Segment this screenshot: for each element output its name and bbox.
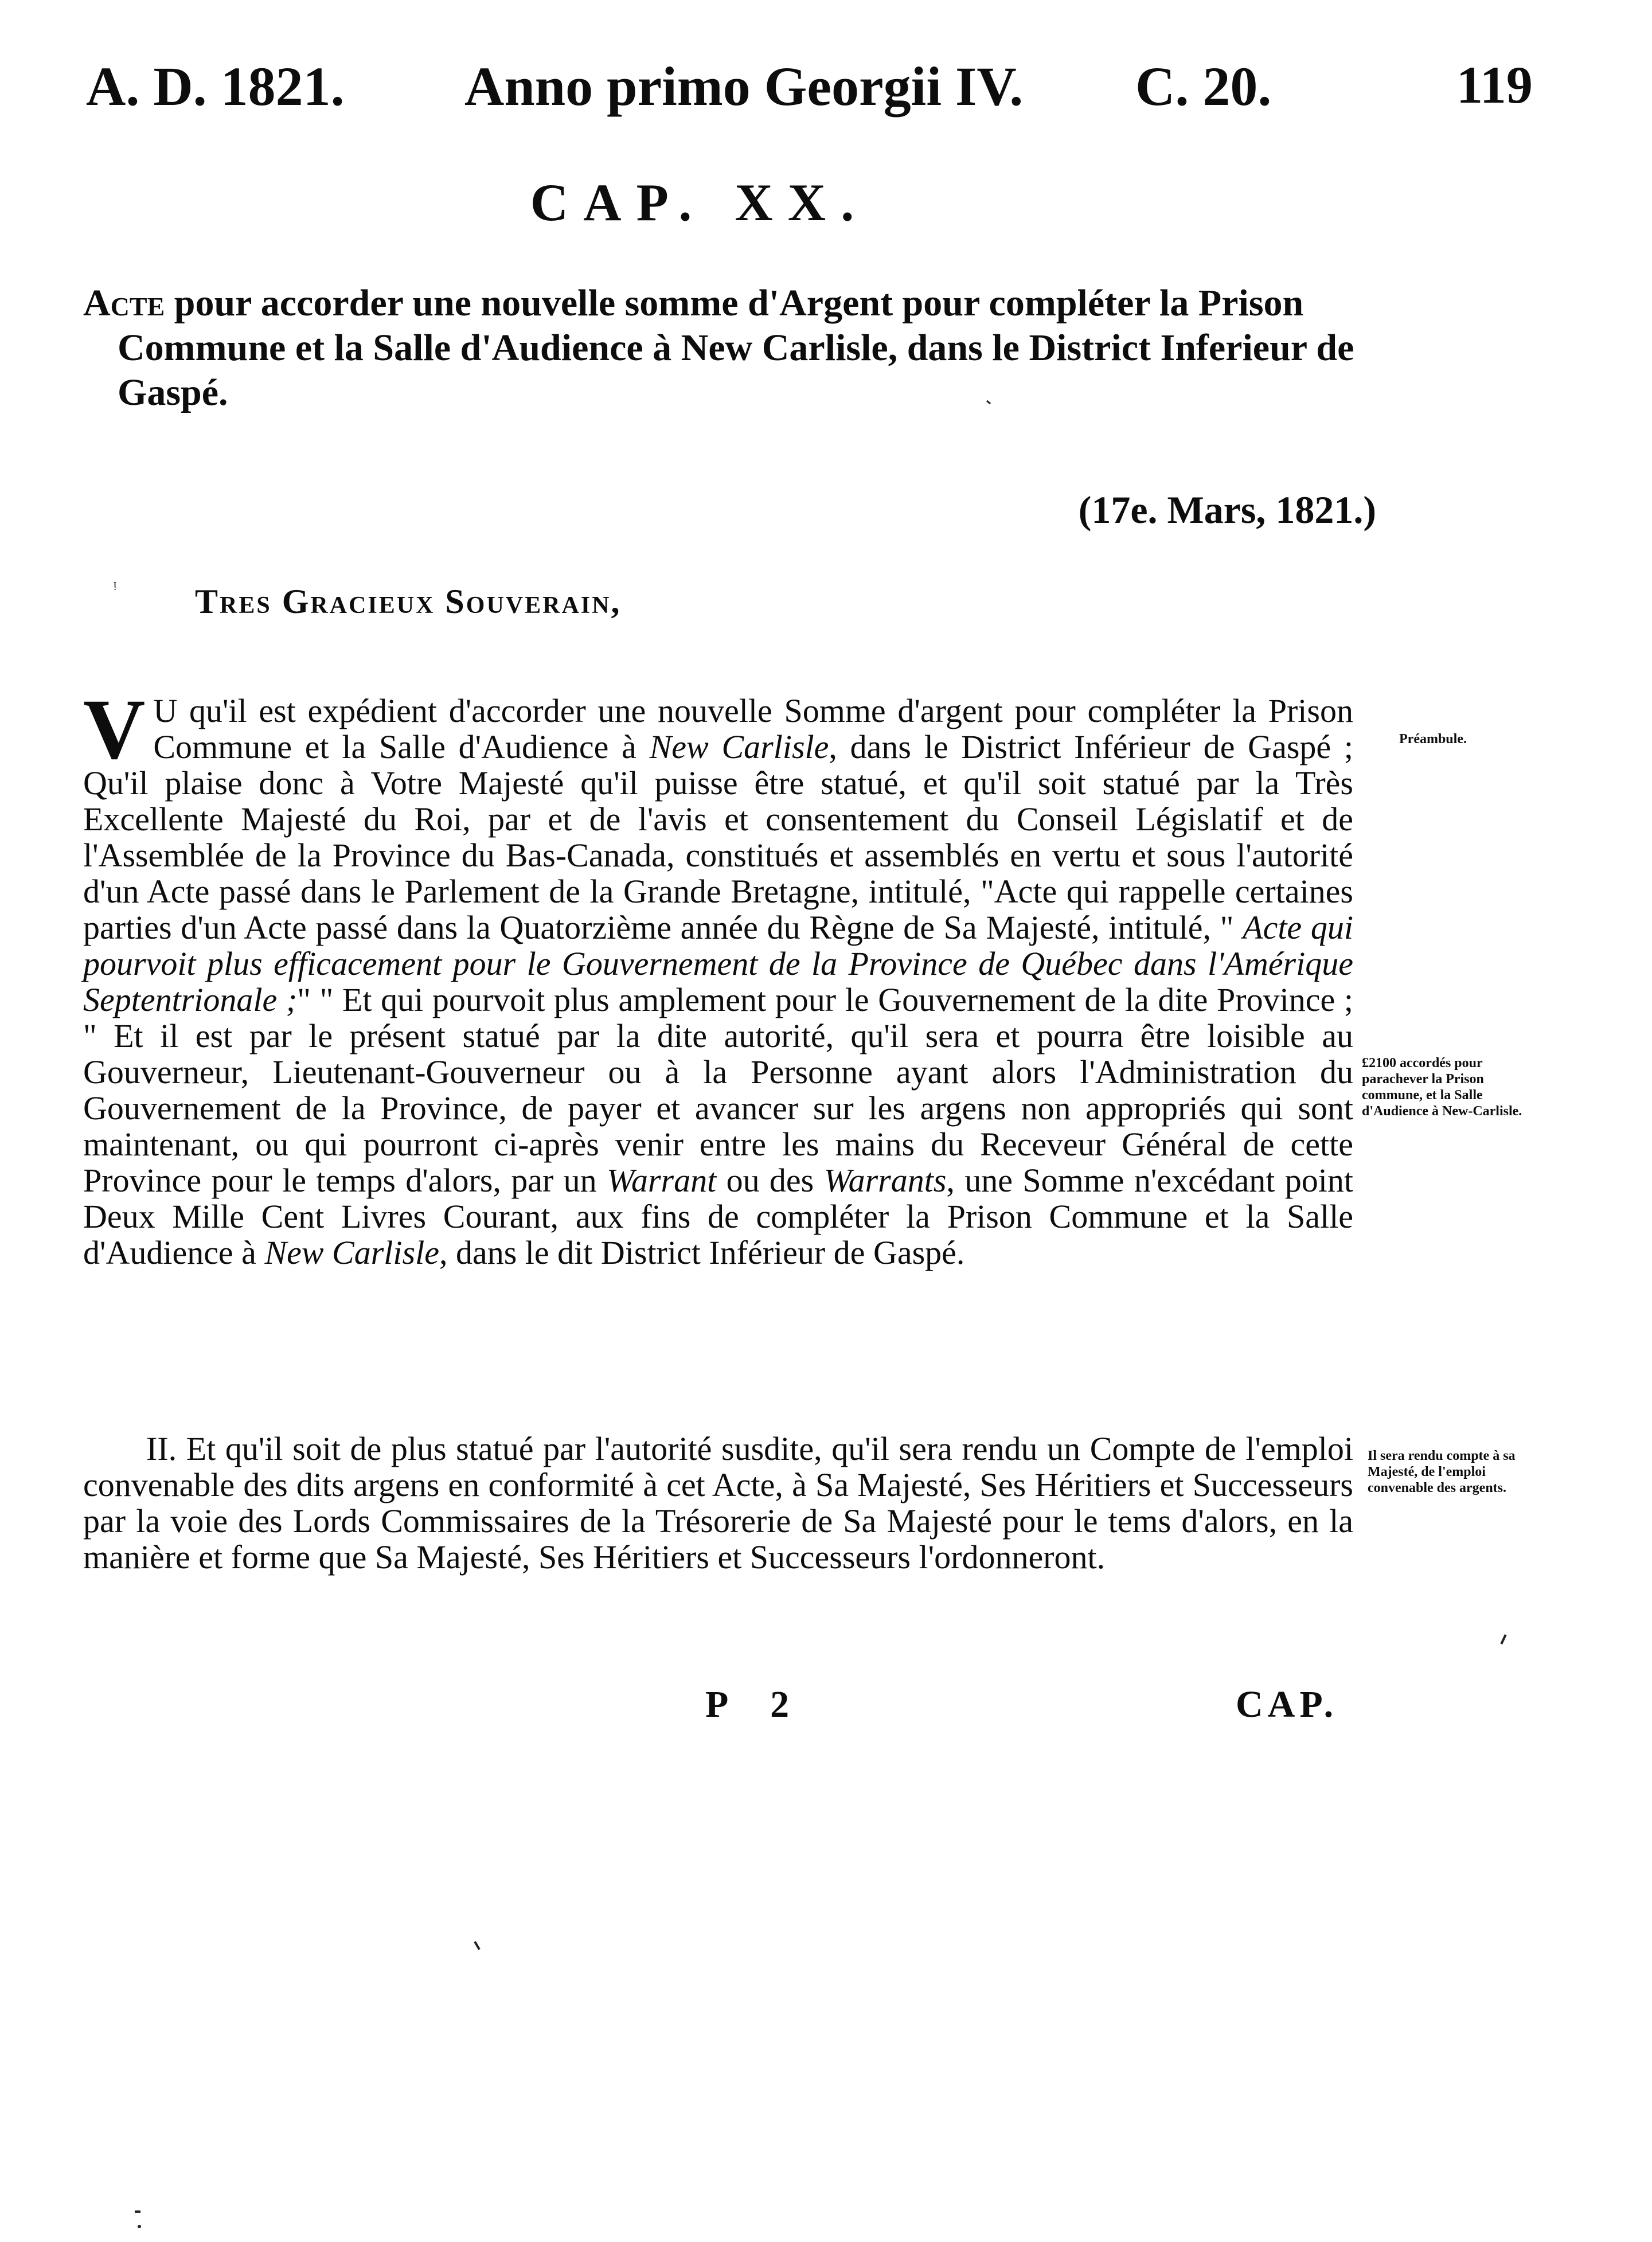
catchword: CAP.: [1236, 1684, 1338, 1725]
signature-mark: P 2: [705, 1684, 807, 1725]
margin-note-sum-granted: £2100 accordés pour parachever la Prison commune, et la Salle d'Audience à New-Carlisle.: [1362, 1056, 1522, 1119]
section-2-paragraph: II. Et qu'il soit de plus statué par l'autorité susdite, qu'il sera rendu un Compte de l'emploi convenable des dits argens en conformité à cet Acte, à Sa Majesté, Ses Héritiers et Successeurs par la voie des Lords Commissaires de la Trésorerie de Sa Majesté pour le tems d'alors, en la manière et forme que Sa Majesté, Ses Héritiers et Successeurs l'ordonneront.: [83, 1430, 1353, 1576]
section-1-text-d: ou des: [716, 1162, 824, 1199]
section-1-text-f: , dans le dit District Inférieur de Gaspé.: [439, 1234, 965, 1271]
print-speck: [138, 2225, 141, 2228]
section-1-paragraph: [83, 682, 1353, 1271]
section-1-text-b: , dans le District Inférieur de Gaspé ; Qu'il plaise donc à Votre Majesté qu'il puisse être statué, et qu'il soit statué par la Très Excellente Majesté du Roi, par et de l'avis et consentement du Conseil Législatif et de l'Assemblée de la Province du Bas-Canada, constitués et assemblés en vertu et sous l'autorité d'un Acte passé dans le Parlement de la Grande Bretagne, intitulé, "Acte qui rappelle certaines parties d'un Acte passé dans la Quatorzième année du Règne de Sa Majesté, intitulé, ": [83, 728, 1353, 946]
running-head-year: A. D. 1821.: [86, 56, 345, 117]
warrants-term: Warrants: [823, 1162, 947, 1199]
section-1-text-a: U qu'il est expédient d'accorder une nouvelle Somme d'argent pour compléter la Prison Commune et la Salle d'Audience à: [153, 692, 1353, 765]
running-head-reign: Anno primo Georgii IV.: [464, 56, 1024, 117]
act-title: [83, 281, 1393, 415]
section-1-text-e: , une Somme n'excédant point Deux Mille Cent Livres Courant, aux fins de compléter la Prison Commune et la Salle d'Audience à: [83, 1162, 1353, 1271]
place-name: New Carlisle: [649, 728, 829, 765]
stray-mark: ᵎ: [114, 576, 117, 597]
page-number: 119: [1456, 56, 1533, 114]
print-speck: [135, 2210, 140, 2213]
quoted-act-title: Acte qui pourvoit plus efficacement pour le Gouvernement de la Province de Québec dans l'Amérique Septentrionale ;: [83, 909, 1353, 1018]
print-speck: [474, 1941, 480, 1950]
chapter-heading: CAP. XX.: [530, 173, 869, 232]
running-head-chapter: C. 20.: [1135, 56, 1272, 117]
act-title-first-word: Acte: [83, 282, 165, 324]
warrant-term: Warrant: [607, 1162, 717, 1199]
drop-capital: V: [83, 682, 146, 777]
salutation: Tres Gracieux Souverain,: [195, 583, 622, 620]
margin-note-account: Il sera rendu compte à sa Majesté, de l'emploi convenable des argents.: [1368, 1448, 1516, 1495]
act-title-text: pour accorder une nouvelle somme d'Argent pour compléter la Prison Commune et la Salle d'Audience à New Carlisle, dans le District Inferieur de Gaspé.: [118, 282, 1354, 413]
margin-note-preamble: Préambule.: [1399, 732, 1467, 747]
print-speck: [1500, 1634, 1506, 1645]
section-1-text-c: " " Et qui pourvoit plus amplement pour le Gouvernement de la dite Province ; " Et il est par le présent statué par la dite autorité, qu'il sera et pourra être loisible au Gouverneur, Lieutenant-Gouverneur ou à la Personne ayant alors l'Administration du Gouvernement de la Province, de payer et avancer sur les argens non appropriés qui sont maintenant, ou qui pourront ci-après venir entre les mains du Receveur Général de cette Province pour le temps d'alors, par un: [83, 981, 1353, 1199]
assent-date: (17e. Mars, 1821.): [1078, 488, 1376, 532]
running-head: [86, 54, 1537, 140]
place-name: New Carlisle: [264, 1234, 439, 1271]
